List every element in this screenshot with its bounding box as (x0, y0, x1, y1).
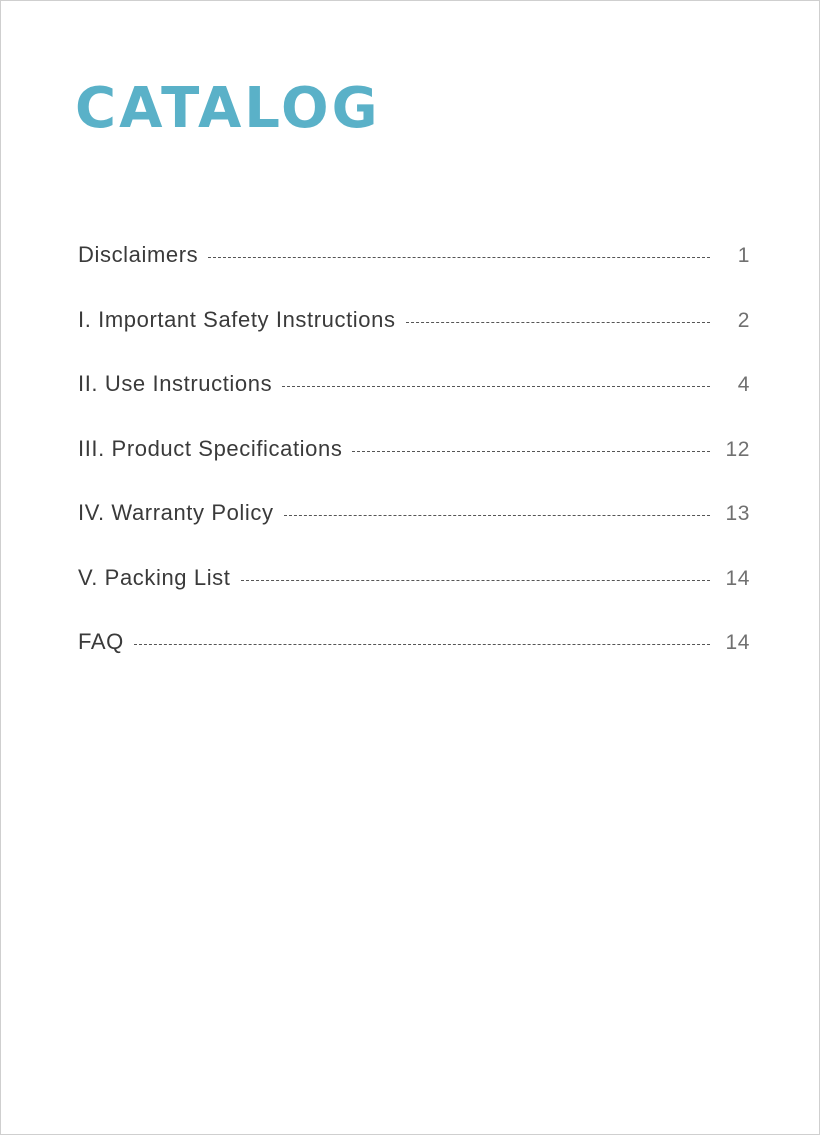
toc-entry-faq[interactable] (78, 619, 750, 659)
toc-page-number: 4 (737, 373, 750, 396)
toc-entry-label: II. Use Instructions (78, 371, 273, 396)
toc-entry-label: IV. Warranty Policy (78, 500, 274, 525)
toc-dotted-leader (208, 257, 710, 258)
toc-entry-safety-instructions[interactable] (78, 297, 750, 337)
toc-dotted-leader (134, 644, 710, 645)
toc-dotted-leader (241, 580, 711, 581)
toc-page-number: 2 (737, 308, 750, 332)
toc-dotted-leader (284, 515, 710, 516)
table-of-contents (78, 232, 750, 684)
toc-page-number: 12 (725, 437, 750, 461)
toc-entry-label: FAQ (78, 629, 124, 654)
toc-entry-disclaimers[interactable] (78, 232, 750, 272)
toc-entry-label: V. Packing List (78, 564, 231, 590)
toc-page-number: 1 (737, 244, 750, 267)
toc-page-number: 14 (725, 631, 750, 654)
toc-dotted-leader (282, 386, 710, 387)
toc-dotted-leader (352, 451, 710, 452)
page-title: CATALOG (75, 76, 381, 141)
toc-entry-packing-list[interactable] (78, 555, 750, 595)
toc-entry-warranty-policy[interactable] (78, 490, 750, 530)
toc-page-number: 13 (725, 502, 750, 525)
toc-dotted-leader (406, 322, 710, 323)
toc-entry-label: Disclaimers (78, 242, 199, 267)
toc-entry-product-specifications[interactable] (78, 426, 750, 466)
toc-entry-use-instructions[interactable] (78, 361, 750, 401)
toc-page-number: 14 (725, 566, 750, 590)
toc-entry-label: III. Product Specifications (78, 435, 343, 461)
toc-entry-label: I. Important Safety Instructions (78, 306, 396, 332)
